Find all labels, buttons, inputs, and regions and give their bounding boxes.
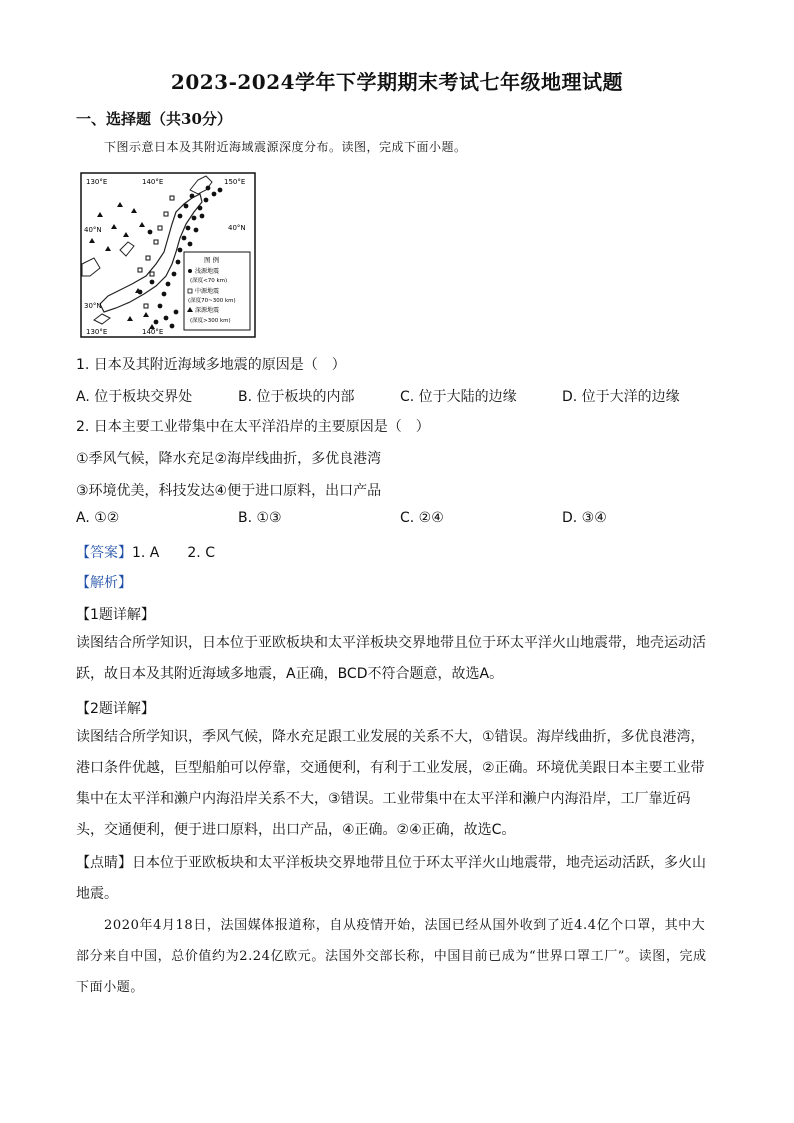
tip-paragraph xyxy=(76,848,716,910)
legend-mid-name: 中源地震 xyxy=(195,288,220,295)
analysis-label: 【解析】 xyxy=(76,575,132,591)
detail-2-text: 读图结合所学知识，季风气候，降水充足跟工业发展的关系不大，①错误。海岸线曲折，多优良港湾，港口条件优越，巨型船舶可以停靠，交通便利，有利于工业发展，②正确。环境优美跟日本主要工业带集中在太平洋和濑户内海沿岸关系不大，③错误。工业带集中在太平洋和濑户内海沿岸，工厂靠近码头，交通便利，便于进口原料，出口产品，④正确。②④正确，故选C。 xyxy=(76,729,705,838)
lat-label-30-left: 30°N xyxy=(84,302,102,310)
legend-deep-range: (深度>300 km) xyxy=(190,318,231,324)
answer-text: 1. A 2. C xyxy=(132,545,215,561)
detail-2-label: 【2题详解】 xyxy=(76,701,155,717)
earthquake-map xyxy=(80,172,256,338)
lat-label-40-right: 40°N xyxy=(228,224,246,232)
page-title: 2023-2024学年下学期期末考试七年级地理试题 xyxy=(170,70,624,94)
q1-option-c: C. 位于大陆的边缘 xyxy=(400,389,517,405)
tip-text: 日本位于亚欧板块和太平洋板块交界地带且位于环太平洋火山地震带，地壳运动活跃，多火山地震。 xyxy=(76,855,706,902)
answer-label: 【答案】 xyxy=(76,545,132,561)
q1-option-d: D. 位于大洋的边缘 xyxy=(562,389,680,405)
lon-label-130-bottom: 130°E xyxy=(86,328,108,336)
legend-shallow-range: (深度<70 km) xyxy=(190,278,228,284)
q1-option-b: B. 位于板块的内部 xyxy=(238,389,355,405)
answer-line xyxy=(76,542,215,562)
q2-stem: 2. 日本主要工业带集中在太平洋沿岸的主要原因是（ ） xyxy=(76,419,430,435)
lon-label-140-top: 140°E xyxy=(142,178,164,186)
q2-option-d: D. ③④ xyxy=(562,510,607,526)
legend-deep-name: 深源地震 xyxy=(195,307,220,314)
lat-label-40-left: 40°N xyxy=(84,226,102,234)
q2-statement-2: ③环境优美，科技发达④便于进口原料，出口产品 xyxy=(76,483,382,499)
q2-option-b: B. ①③ xyxy=(238,510,282,526)
lon-label-140-bottom: 140°E xyxy=(142,328,164,336)
next-passage: 2020年4月18日，法国媒体报道称，自从疫情开始，法国已经从国外收到了近4.4亿个口罩，其中大部分来自中国，总价值约为2.24亿欧元。法国外交部长称，中国目前已成为“世界口罩工厂”。读图，完成下面小题。 xyxy=(76,918,707,995)
map-legend xyxy=(184,252,250,330)
legend-shallow-marker xyxy=(188,269,192,273)
legend-title: 图 例 xyxy=(204,256,220,264)
q2-statement-1: ①季风气候，降水充足②海岸线曲折，多优良港湾 xyxy=(76,451,382,467)
lon-label-130-top: 130°E xyxy=(86,178,108,186)
legend-shallow-name: 浅源地震 xyxy=(195,268,220,275)
detail-1-text: 读图结合所学知识，日本位于亚欧板块和太平洋板块交界地带且位于环太平洋火山地震带，地壳运动活跃，故日本及其附近海域多地震，A正确，BCD不符合题意，故选A。 xyxy=(76,635,706,682)
tip-label: 【点睛】 xyxy=(76,855,132,871)
legend-mid-range: (深度70~300 km) xyxy=(188,298,236,304)
detail-1-label: 【1题详解】 xyxy=(76,607,155,623)
q2-option-c: C. ②④ xyxy=(400,510,444,526)
q1-option-a: A. 位于板块交界处 xyxy=(76,389,193,405)
question-intro: 下图示意日本及其附近海域震源深度分布。读图，完成下面小题。 xyxy=(104,140,467,154)
q2-option-a: A. ①② xyxy=(76,510,120,526)
lon-label-150-top: 150°E xyxy=(224,178,246,186)
section-heading: 一、选择题（共30分） xyxy=(76,110,232,128)
q1-stem: 1. 日本及其附近海域多地震的原因是（ ） xyxy=(76,357,346,373)
legend-mid-marker xyxy=(188,289,192,293)
